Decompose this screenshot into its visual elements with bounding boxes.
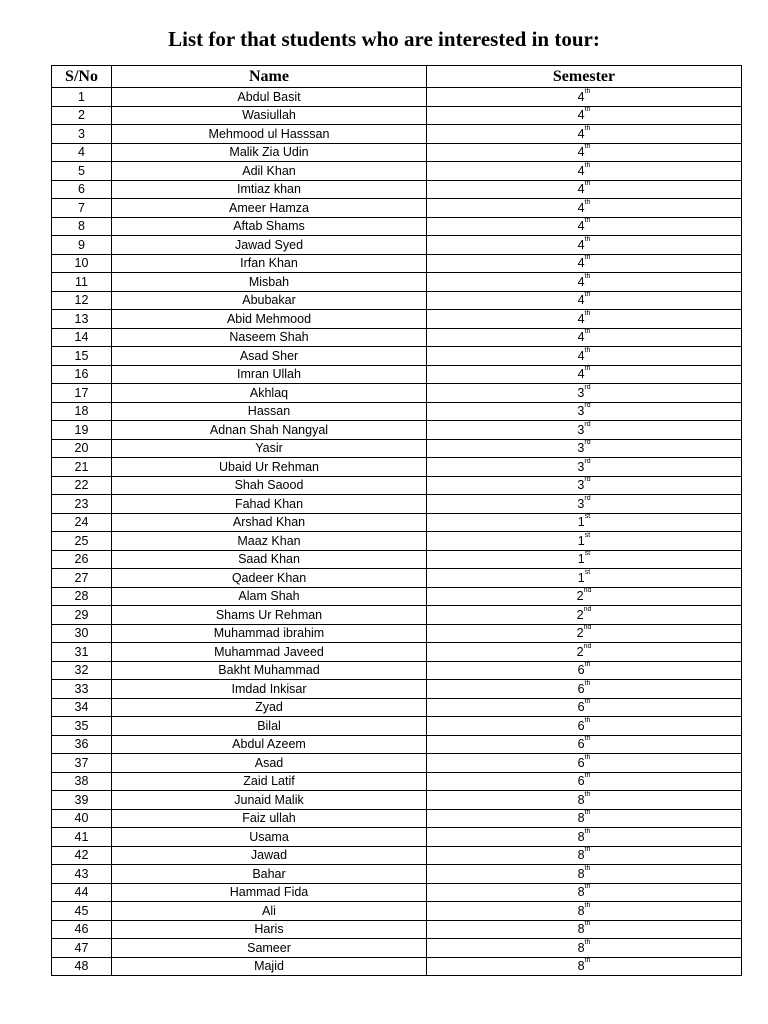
table-row xyxy=(52,550,742,569)
cell-semester xyxy=(427,920,742,939)
semester-number: 6 xyxy=(577,663,585,678)
table-row xyxy=(52,273,742,292)
cell-sno: 23 xyxy=(52,495,112,514)
cell-name: Muhammad Javeed xyxy=(112,643,427,662)
cell-name: Zyad xyxy=(112,698,427,717)
cell-sno: 31 xyxy=(52,643,112,662)
table-row xyxy=(52,939,742,958)
table-row xyxy=(52,88,742,107)
table-row xyxy=(52,402,742,421)
cell-semester xyxy=(427,458,742,477)
semester-suffix: st xyxy=(584,550,591,558)
cell-name: Jawad xyxy=(112,846,427,865)
cell-sno: 4 xyxy=(52,143,112,162)
cell-semester xyxy=(427,791,742,810)
cell-semester xyxy=(427,273,742,292)
table-row xyxy=(52,217,742,236)
semester-suffix: th xyxy=(584,254,591,262)
cell-semester xyxy=(427,384,742,403)
semester-number: 4 xyxy=(577,108,585,123)
table-row xyxy=(52,735,742,754)
cell-sno: 7 xyxy=(52,199,112,218)
semester-number: 4 xyxy=(577,219,585,234)
cell-sno: 34 xyxy=(52,698,112,717)
semester-suffix: rd xyxy=(584,402,591,410)
semester-number: 6 xyxy=(577,700,585,715)
cell-name: Fahad Khan xyxy=(112,495,427,514)
semester-suffix: th xyxy=(584,106,591,114)
semester-suffix: th xyxy=(584,827,591,835)
cell-sno: 15 xyxy=(52,347,112,366)
table-row xyxy=(52,809,742,828)
semester-number: 8 xyxy=(577,903,585,918)
table-row xyxy=(52,624,742,643)
cell-sno: 42 xyxy=(52,846,112,865)
semester-suffix: th xyxy=(584,291,591,299)
semester-number: 3 xyxy=(577,478,585,493)
semester-number: 1 xyxy=(577,570,585,585)
cell-name: Shams Ur Rehman xyxy=(112,606,427,625)
semester-number: 8 xyxy=(577,848,585,863)
table-row xyxy=(52,791,742,810)
cell-sno: 47 xyxy=(52,939,112,958)
semester-number: 8 xyxy=(577,792,585,807)
table-row xyxy=(52,680,742,699)
cell-sno: 14 xyxy=(52,328,112,347)
table-row xyxy=(52,902,742,921)
cell-name: Bakht Muhammad xyxy=(112,661,427,680)
cell-semester xyxy=(427,680,742,699)
cell-semester xyxy=(427,291,742,310)
table-row xyxy=(52,162,742,181)
cell-sno: 8 xyxy=(52,217,112,236)
cell-sno: 37 xyxy=(52,754,112,773)
cell-semester xyxy=(427,513,742,532)
semester-number: 4 xyxy=(577,163,585,178)
column-header-name: Name xyxy=(112,66,427,88)
cell-name: Bahar xyxy=(112,865,427,884)
cell-sno: 5 xyxy=(52,162,112,181)
semester-number: 4 xyxy=(577,330,585,345)
semester-suffix: th xyxy=(584,772,591,780)
semester-suffix: rd xyxy=(584,494,591,502)
semester-suffix: th xyxy=(584,143,591,151)
semester-number: 2 xyxy=(576,589,584,604)
table-row xyxy=(52,199,742,218)
semester-number: 1 xyxy=(577,533,585,548)
semester-suffix: th xyxy=(584,790,591,798)
cell-semester xyxy=(427,698,742,717)
column-header-semester: Semester xyxy=(427,66,742,88)
cell-name: Imran Ullah xyxy=(112,365,427,384)
cell-sno: 28 xyxy=(52,587,112,606)
semester-suffix: th xyxy=(584,716,591,724)
cell-semester xyxy=(427,162,742,181)
semester-number: 3 xyxy=(577,459,585,474)
cell-name: Ali xyxy=(112,902,427,921)
cell-semester xyxy=(427,88,742,107)
cell-sno: 21 xyxy=(52,458,112,477)
semester-suffix: th xyxy=(584,272,591,280)
cell-semester xyxy=(427,402,742,421)
semester-number: 2 xyxy=(576,607,584,622)
cell-name: Junaid Malik xyxy=(112,791,427,810)
cell-name: Abdul Basit xyxy=(112,88,427,107)
cell-name: Adnan Shah Nangyal xyxy=(112,421,427,440)
cell-semester xyxy=(427,125,742,144)
semester-number: 3 xyxy=(577,496,585,511)
semester-suffix: th xyxy=(584,365,591,373)
cell-semester xyxy=(427,495,742,514)
table-row xyxy=(52,310,742,329)
table-row xyxy=(52,661,742,680)
semester-suffix: th xyxy=(584,180,591,188)
cell-name: Majid xyxy=(112,957,427,976)
semester-suffix: st xyxy=(584,531,591,539)
cell-semester xyxy=(427,717,742,736)
semester-number: 8 xyxy=(577,940,585,955)
semester-number: 4 xyxy=(577,145,585,160)
cell-sno: 43 xyxy=(52,865,112,884)
cell-name: Irfan Khan xyxy=(112,254,427,273)
table-row xyxy=(52,754,742,773)
cell-sno: 17 xyxy=(52,384,112,403)
cell-name: Adil Khan xyxy=(112,162,427,181)
table-row xyxy=(52,495,742,514)
cell-name: Misbah xyxy=(112,273,427,292)
cell-semester xyxy=(427,939,742,958)
table-row xyxy=(52,328,742,347)
semester-number: 2 xyxy=(576,644,584,659)
cell-sno: 35 xyxy=(52,717,112,736)
semester-number: 6 xyxy=(577,681,585,696)
cell-semester xyxy=(427,421,742,440)
cell-name: Maaz Khan xyxy=(112,532,427,551)
semester-suffix: th xyxy=(584,198,591,206)
table-row xyxy=(52,717,742,736)
cell-name: Faiz ullah xyxy=(112,809,427,828)
table-row xyxy=(52,106,742,125)
semester-number: 3 xyxy=(577,441,585,456)
cell-name: Naseem Shah xyxy=(112,328,427,347)
cell-name: Hammad Fida xyxy=(112,883,427,902)
semester-suffix: th xyxy=(584,809,591,817)
cell-semester xyxy=(427,180,742,199)
semester-suffix: rd xyxy=(584,457,591,465)
cell-semester xyxy=(427,606,742,625)
cell-sno: 22 xyxy=(52,476,112,495)
semester-suffix: th xyxy=(584,235,591,243)
semester-number: 8 xyxy=(577,829,585,844)
semester-suffix: th xyxy=(584,124,591,132)
semester-number: 1 xyxy=(577,515,585,530)
semester-number: 8 xyxy=(577,922,585,937)
cell-semester xyxy=(427,532,742,551)
cell-semester xyxy=(427,809,742,828)
cell-semester xyxy=(427,328,742,347)
semester-suffix: th xyxy=(584,661,591,669)
table-row xyxy=(52,365,742,384)
cell-semester xyxy=(427,236,742,255)
semester-suffix: rd xyxy=(584,420,591,428)
cell-sno: 30 xyxy=(52,624,112,643)
cell-name: Saad Khan xyxy=(112,550,427,569)
cell-name: Wasiullah xyxy=(112,106,427,125)
semester-number: 2 xyxy=(576,626,584,641)
semester-suffix: th xyxy=(584,920,591,928)
cell-sno: 32 xyxy=(52,661,112,680)
semester-number: 4 xyxy=(577,274,585,289)
semester-suffix: th xyxy=(584,217,591,225)
cell-semester xyxy=(427,661,742,680)
cell-sno: 33 xyxy=(52,680,112,699)
semester-suffix: th xyxy=(584,328,591,336)
semester-number: 4 xyxy=(577,237,585,252)
semester-number: 6 xyxy=(577,737,585,752)
cell-sno: 44 xyxy=(52,883,112,902)
cell-name: Haris xyxy=(112,920,427,939)
cell-semester xyxy=(427,217,742,236)
semester-number: 4 xyxy=(577,89,585,104)
table-row xyxy=(52,254,742,273)
semester-suffix: th xyxy=(584,698,591,706)
cell-name: Abubakar xyxy=(112,291,427,310)
cell-name: Yasir xyxy=(112,439,427,458)
semester-number: 4 xyxy=(577,200,585,215)
cell-name: Bilal xyxy=(112,717,427,736)
semester-suffix: th xyxy=(584,309,591,317)
cell-semester xyxy=(427,106,742,125)
table-row xyxy=(52,920,742,939)
cell-sno: 3 xyxy=(52,125,112,144)
semester-number: 1 xyxy=(577,552,585,567)
cell-sno: 18 xyxy=(52,402,112,421)
cell-name: Aftab Shams xyxy=(112,217,427,236)
cell-sno: 6 xyxy=(52,180,112,199)
cell-name: Shah Saood xyxy=(112,476,427,495)
cell-name: Sameer xyxy=(112,939,427,958)
cell-sno: 20 xyxy=(52,439,112,458)
cell-name: Abid Mehmood xyxy=(112,310,427,329)
cell-name: Mehmood ul Hasssan xyxy=(112,125,427,144)
cell-semester xyxy=(427,883,742,902)
cell-name: Zaid Latif xyxy=(112,772,427,791)
cell-sno: 9 xyxy=(52,236,112,255)
table-row xyxy=(52,957,742,976)
cell-name: Muhammad ibrahim xyxy=(112,624,427,643)
cell-sno: 13 xyxy=(52,310,112,329)
table-row xyxy=(52,180,742,199)
semester-number: 8 xyxy=(577,959,585,974)
cell-semester xyxy=(427,347,742,366)
cell-semester xyxy=(427,643,742,662)
semester-number: 6 xyxy=(577,755,585,770)
cell-semester xyxy=(427,957,742,976)
semester-number: 8 xyxy=(577,811,585,826)
semester-suffix: st xyxy=(584,568,591,576)
cell-semester xyxy=(427,569,742,588)
cell-sno: 45 xyxy=(52,902,112,921)
table-row xyxy=(52,606,742,625)
table-row xyxy=(52,236,742,255)
cell-sno: 16 xyxy=(52,365,112,384)
cell-semester xyxy=(427,624,742,643)
cell-semester xyxy=(427,865,742,884)
cell-name: Arshad Khan xyxy=(112,513,427,532)
semester-suffix: th xyxy=(584,161,591,169)
cell-semester xyxy=(427,254,742,273)
table-row xyxy=(52,458,742,477)
table-row xyxy=(52,883,742,902)
table-row xyxy=(52,143,742,162)
table-row xyxy=(52,291,742,310)
table-row xyxy=(52,828,742,847)
cell-name: Qadeer Khan xyxy=(112,569,427,588)
semester-number: 8 xyxy=(577,866,585,881)
cell-sno: 19 xyxy=(52,421,112,440)
cell-sno: 26 xyxy=(52,550,112,569)
cell-name: Jawad Syed xyxy=(112,236,427,255)
semester-suffix: nd xyxy=(583,587,592,595)
semester-number: 4 xyxy=(577,182,585,197)
cell-sno: 46 xyxy=(52,920,112,939)
cell-name: Ubaid Ur Rehman xyxy=(112,458,427,477)
table-row xyxy=(52,698,742,717)
cell-semester xyxy=(427,772,742,791)
cell-sno: 38 xyxy=(52,772,112,791)
cell-semester xyxy=(427,735,742,754)
cell-sno: 41 xyxy=(52,828,112,847)
cell-sno: 29 xyxy=(52,606,112,625)
cell-sno: 1 xyxy=(52,88,112,107)
cell-name: Malik Zia Udin xyxy=(112,143,427,162)
cell-semester xyxy=(427,754,742,773)
students-table xyxy=(51,65,742,976)
semester-suffix: st xyxy=(584,513,591,521)
cell-sno: 24 xyxy=(52,513,112,532)
cell-semester xyxy=(427,828,742,847)
cell-sno: 40 xyxy=(52,809,112,828)
table-row xyxy=(52,476,742,495)
cell-sno: 10 xyxy=(52,254,112,273)
table-row xyxy=(52,643,742,662)
semester-suffix: rd xyxy=(584,383,591,391)
semester-suffix: th xyxy=(584,735,591,743)
cell-name: Imdad Inkisar xyxy=(112,680,427,699)
cell-sno: 11 xyxy=(52,273,112,292)
cell-sno: 25 xyxy=(52,532,112,551)
table-row xyxy=(52,865,742,884)
cell-semester xyxy=(427,846,742,865)
table-row xyxy=(52,587,742,606)
cell-sno: 36 xyxy=(52,735,112,754)
semester-suffix: nd xyxy=(583,624,592,632)
cell-semester xyxy=(427,365,742,384)
semester-number: 4 xyxy=(577,293,585,308)
semester-suffix: nd xyxy=(583,642,592,650)
table-row xyxy=(52,569,742,588)
semester-suffix: th xyxy=(584,846,591,854)
table-row xyxy=(52,421,742,440)
table-row xyxy=(52,772,742,791)
semester-number: 3 xyxy=(577,422,585,437)
table-row xyxy=(52,384,742,403)
semester-suffix: th xyxy=(584,753,591,761)
table-row xyxy=(52,846,742,865)
cell-sno: 39 xyxy=(52,791,112,810)
semester-number: 8 xyxy=(577,885,585,900)
table-header-row xyxy=(52,66,742,88)
cell-name: Akhlaq xyxy=(112,384,427,403)
cell-name: Ameer Hamza xyxy=(112,199,427,218)
cell-sno: 2 xyxy=(52,106,112,125)
cell-semester xyxy=(427,143,742,162)
cell-semester xyxy=(427,310,742,329)
cell-semester xyxy=(427,902,742,921)
cell-sno: 48 xyxy=(52,957,112,976)
cell-name: Asad xyxy=(112,754,427,773)
semester-suffix: th xyxy=(584,957,591,965)
semester-suffix: th xyxy=(584,87,591,95)
semester-suffix: th xyxy=(584,883,591,891)
table-row xyxy=(52,439,742,458)
cell-semester xyxy=(427,587,742,606)
semester-number: 4 xyxy=(577,348,585,363)
semester-number: 4 xyxy=(577,126,585,141)
cell-name: Alam Shah xyxy=(112,587,427,606)
semester-number: 6 xyxy=(577,774,585,789)
cell-name: Asad Sher xyxy=(112,347,427,366)
semester-number: 4 xyxy=(577,256,585,271)
cell-sno: 12 xyxy=(52,291,112,310)
semester-suffix: th xyxy=(584,679,591,687)
semester-suffix: rd xyxy=(584,439,591,447)
semester-suffix: th xyxy=(584,938,591,946)
semester-suffix: th xyxy=(584,346,591,354)
table-row xyxy=(52,513,742,532)
cell-semester xyxy=(427,199,742,218)
semester-number: 4 xyxy=(577,311,585,326)
semester-suffix: nd xyxy=(583,605,592,613)
semester-suffix: th xyxy=(584,864,591,872)
semester-number: 4 xyxy=(577,367,585,382)
cell-sno: 27 xyxy=(52,569,112,588)
cell-name: Hassan xyxy=(112,402,427,421)
cell-name: Usama xyxy=(112,828,427,847)
table-row xyxy=(52,125,742,144)
cell-semester xyxy=(427,439,742,458)
column-header-sno: S/No xyxy=(52,66,112,88)
cell-name: Imtiaz khan xyxy=(112,180,427,199)
page-title: List for that students who are interested in tour: xyxy=(168,27,600,51)
cell-semester xyxy=(427,550,742,569)
cell-semester xyxy=(427,476,742,495)
table-row xyxy=(52,347,742,366)
semester-suffix: rd xyxy=(584,476,591,484)
cell-name: Abdul Azeem xyxy=(112,735,427,754)
semester-suffix: th xyxy=(584,901,591,909)
semester-number: 3 xyxy=(577,385,585,400)
semester-number: 6 xyxy=(577,718,585,733)
semester-number: 3 xyxy=(577,404,585,419)
table-body xyxy=(52,88,742,976)
table-row xyxy=(52,532,742,551)
